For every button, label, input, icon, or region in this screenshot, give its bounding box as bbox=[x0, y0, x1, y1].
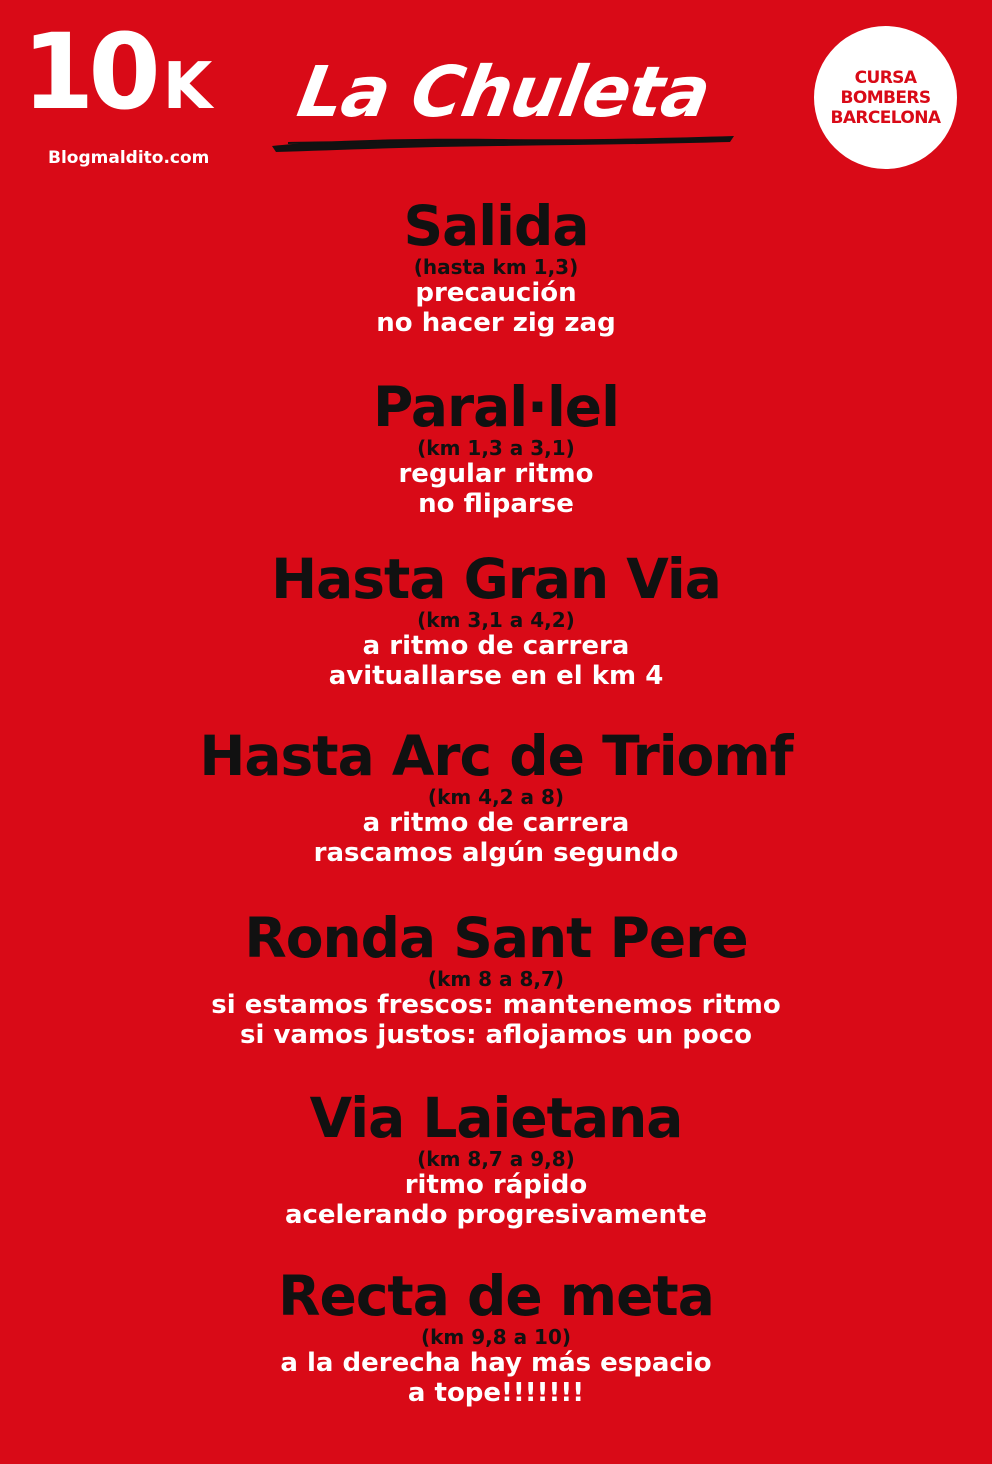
section-title: Hasta Gran Via bbox=[271, 547, 721, 611]
section-range: (km 1,3 a 3,1) bbox=[417, 436, 575, 460]
logo-10k-k: K bbox=[162, 50, 213, 124]
section-title: Recta de meta bbox=[278, 1264, 714, 1328]
section-tip: a ritmo de carrera bbox=[362, 631, 630, 661]
section-gran-via bbox=[0, 549, 992, 691]
logo-10k bbox=[22, 11, 222, 168]
section-via-laietana bbox=[0, 1088, 992, 1230]
section-range: (km 8,7 a 9,8) bbox=[417, 1147, 575, 1171]
section-tip: regular ritmo bbox=[398, 459, 594, 489]
cursa-bombers-badge bbox=[814, 26, 957, 169]
logo-site-name: Blogmaldito.com bbox=[48, 148, 210, 168]
section-tip: avituallarse en el km 4 bbox=[328, 661, 664, 691]
title-block bbox=[268, 46, 738, 158]
badge-line-2: BOMBERS bbox=[840, 87, 931, 108]
section-tip: rascamos algún segundo bbox=[313, 838, 679, 868]
section-recta-de-meta bbox=[0, 1266, 992, 1408]
section-arc-de-triomf bbox=[0, 726, 992, 868]
page-title: La Chuleta bbox=[292, 51, 716, 133]
section-tip: si estamos frescos: mantenemos ritmo bbox=[211, 990, 781, 1020]
section-tip: acelerando progresivamente bbox=[284, 1200, 708, 1230]
section-tip: si vamos justos: aflojamos un poco bbox=[240, 1020, 752, 1050]
section-title: Paral·lel bbox=[373, 375, 619, 439]
section-salida bbox=[0, 196, 992, 338]
section-tip: no fliparse bbox=[418, 489, 574, 519]
header bbox=[0, 0, 992, 200]
section-range: (km 8 a 8,7) bbox=[427, 967, 565, 991]
section-title: Via Laietana bbox=[309, 1086, 683, 1150]
logo-10k-number: 10 bbox=[22, 11, 155, 133]
badge-line-3: BARCELONA bbox=[830, 107, 941, 128]
section-range: (km 3,1 a 4,2) bbox=[417, 608, 575, 632]
section-title: Ronda Sant Pere bbox=[244, 906, 748, 970]
section-tip: a la derecha hay más espacio bbox=[280, 1348, 712, 1378]
badge-line-1: CURSA bbox=[854, 67, 917, 88]
section-range: (hasta km 1,3) bbox=[413, 255, 579, 279]
section-title: Hasta Arc de Triomf bbox=[199, 724, 793, 788]
section-tip: ritmo rápido bbox=[404, 1170, 588, 1200]
section-ronda-sant-pere bbox=[0, 908, 992, 1050]
section-parallel bbox=[0, 377, 992, 519]
section-tip: precaución bbox=[415, 278, 577, 308]
section-tip: no hacer zig zag bbox=[376, 308, 616, 338]
section-range: (km 9,8 a 10) bbox=[420, 1325, 572, 1349]
section-title: Salida bbox=[403, 194, 589, 258]
section-tip: a ritmo de carrera bbox=[362, 808, 630, 838]
section-range: (km 4,2 a 8) bbox=[427, 785, 565, 809]
section-tip: a tope!!!!!!! bbox=[407, 1378, 585, 1408]
